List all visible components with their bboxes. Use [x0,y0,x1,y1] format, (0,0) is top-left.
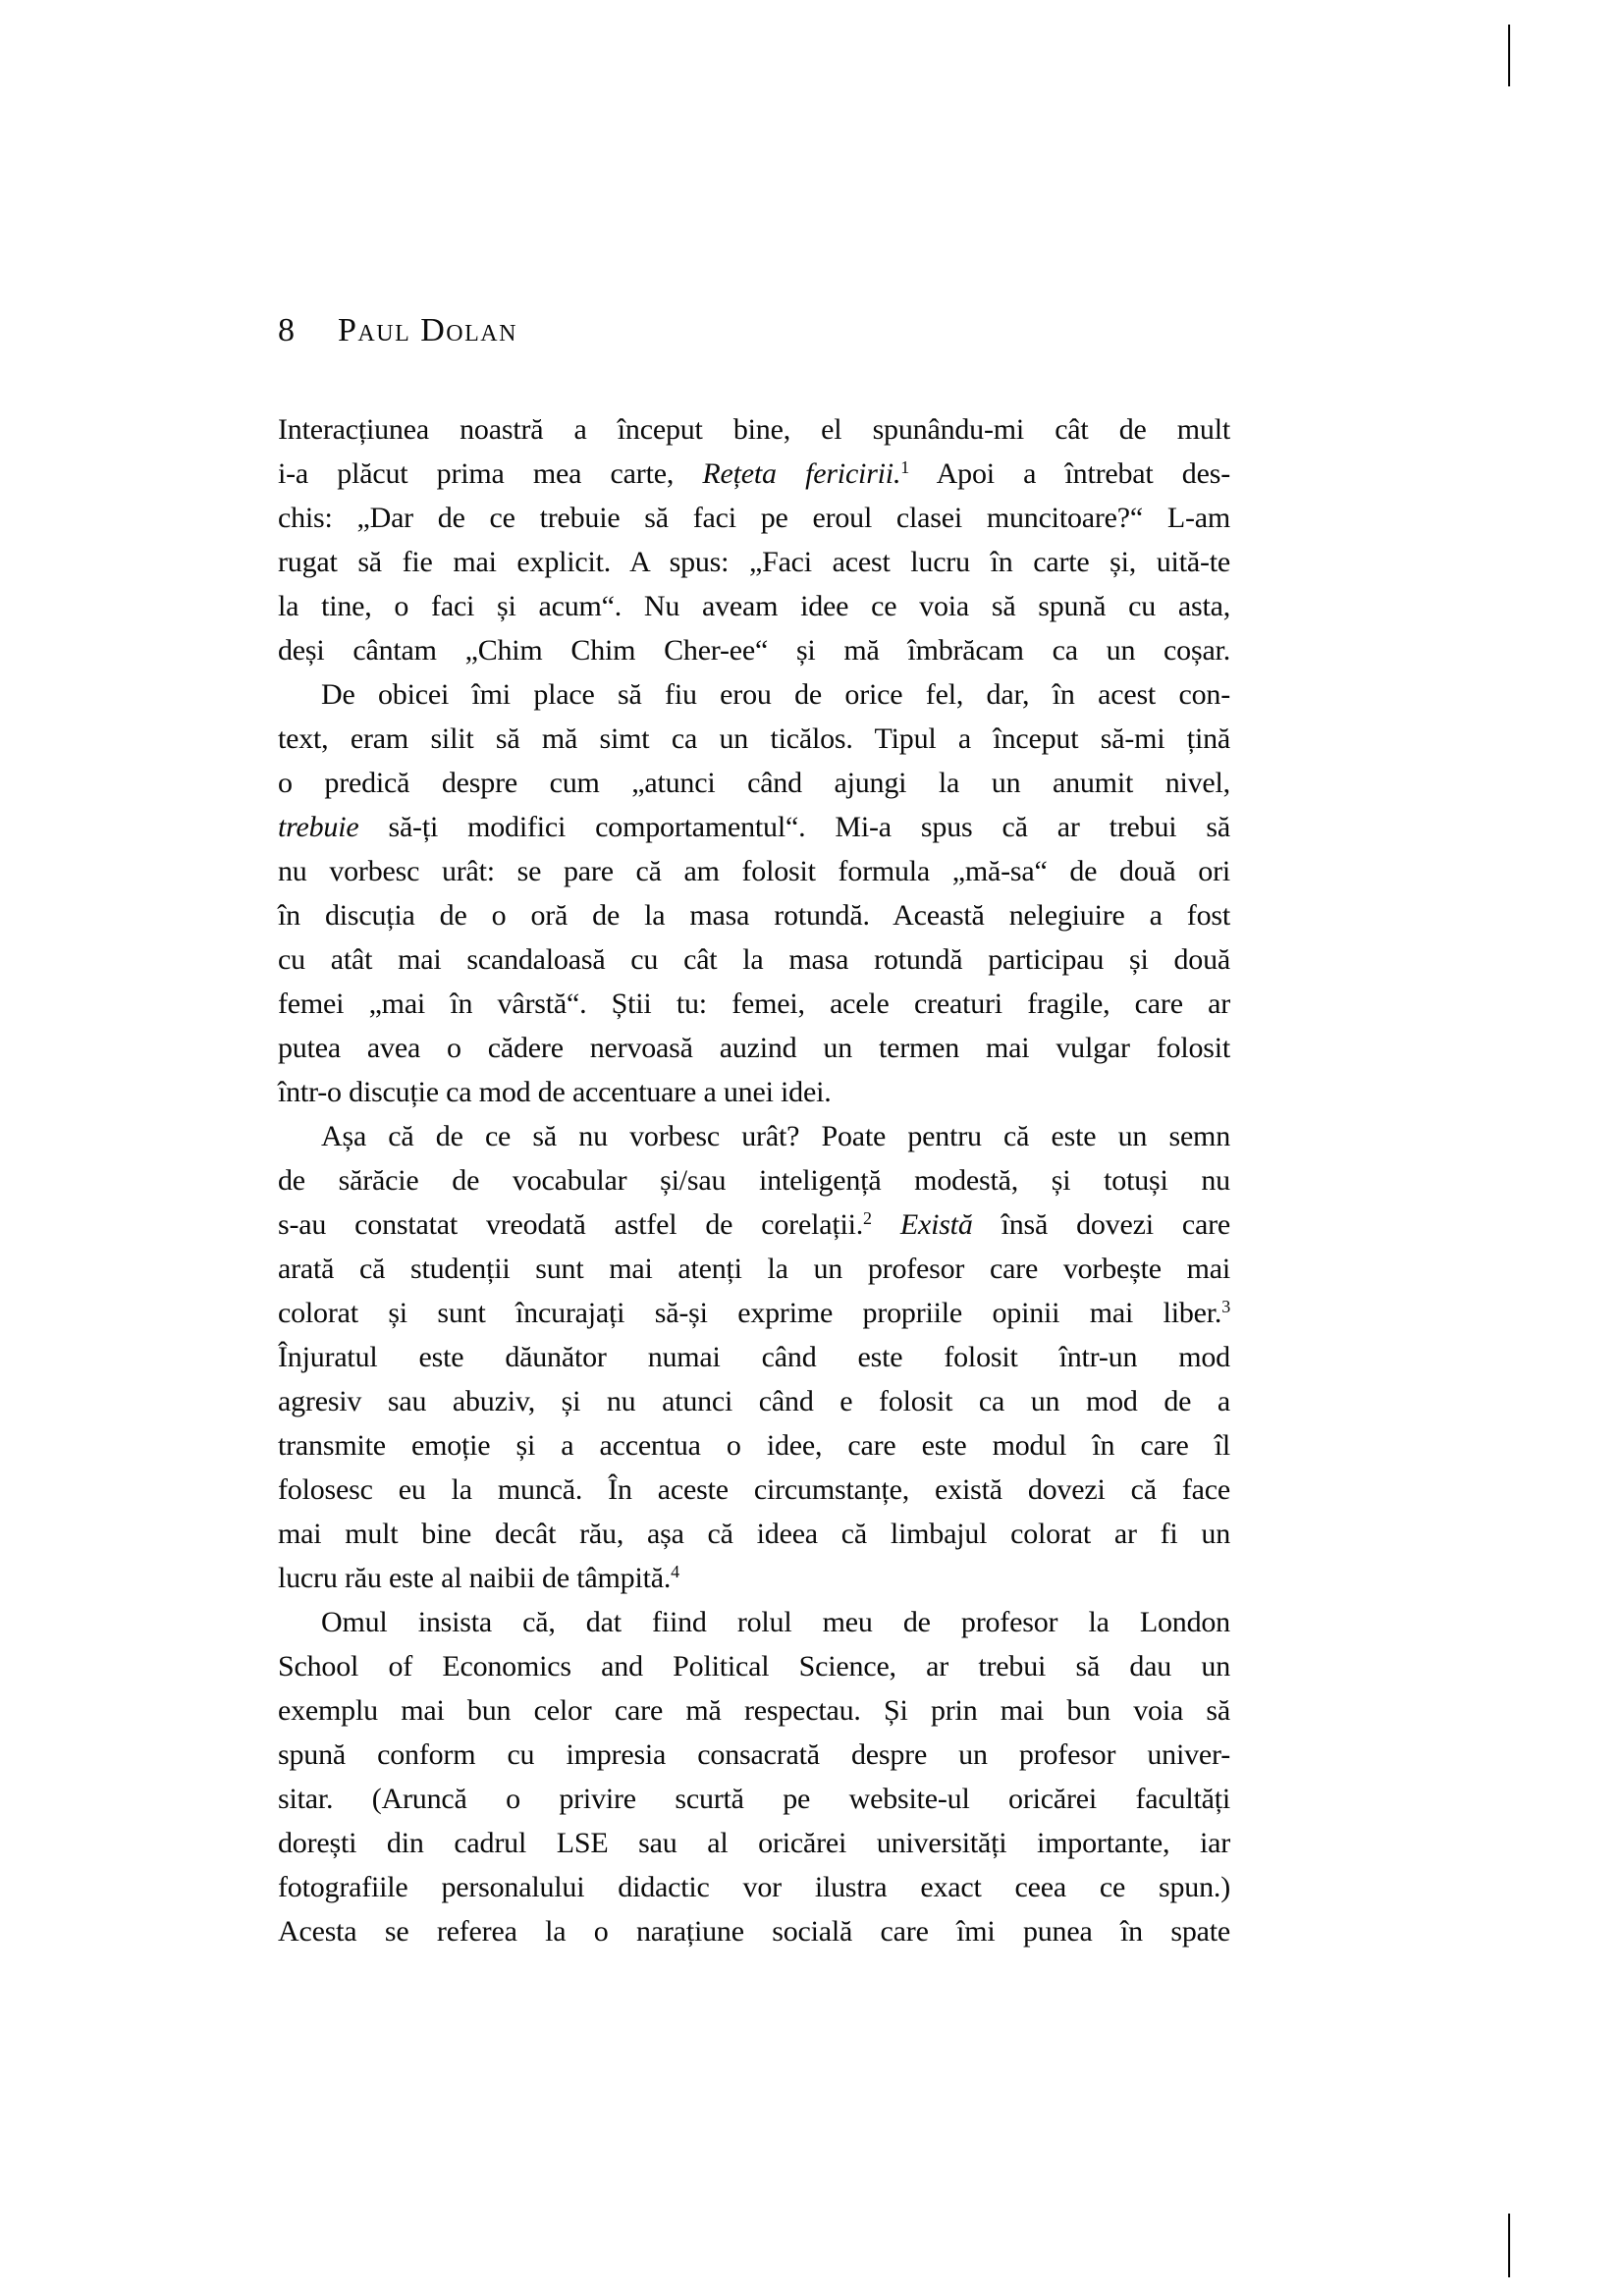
page-header [278,312,517,349]
text-segment: agresiv sau abuziv, și nu atunci când e folosit ca un mod de a [278,1385,1230,1417]
text-line [278,937,1230,982]
text-line [278,1909,1230,1953]
text-segment: s-au constatat vreodată astfel de corelații. [278,1208,864,1241]
text-segment: Înjuratul este dăunător numai când este folosit într-un mod [278,1341,1230,1373]
body-text [278,407,1230,1953]
text-line [278,540,1230,584]
text-segment: fotografiile personalului didactic vor ilustra exact ceea ce spun.) [278,1871,1230,1903]
text-segment: deși cântam „Chim Chim Cher-ee“ și mă îmbrăcam ca un coșar. [278,634,1230,667]
text-line [278,1688,1230,1733]
text-segment: De obicei îmi place să fiu erou de orice fel, dar, în acest con- [321,678,1230,711]
text-segment: Apoi a întrebat des- [909,457,1230,490]
text-line [278,761,1230,805]
text-line [278,1114,1230,1158]
footnote-marker: 1 [900,457,910,478]
text-line [278,849,1230,893]
text-segment: la tine, o faci și acum“. Nu aveam idee ce voia să spună cu asta, [278,590,1230,622]
text-line [278,717,1230,761]
text-line [278,452,1230,496]
text-line [278,1335,1230,1379]
text-line [278,982,1230,1026]
italic-segment: Rețeta fericirii. [702,457,901,490]
text-line [278,496,1230,540]
text-line [278,1777,1230,1821]
text-segment: Așa că de ce să nu vorbesc urât? Poate pentru că este un semn [321,1120,1230,1152]
text-segment: dorești din cadrul LSE sau al oricărei universități importante, iar [278,1827,1230,1859]
text-line [278,1202,1230,1247]
text-segment: colorat și sunt încurajați să-și exprime propriile opinii mai liber. [278,1297,1222,1329]
scan-mark-bottom [1508,2214,1510,2277]
text-segment: School of Economics and Political Science, ar trebui să dau un [278,1650,1230,1682]
text-segment: exemplu mai bun celor care mă respectau. Și prin mai bun voia să [278,1694,1230,1727]
text-segment: însă dovezi care [972,1208,1230,1241]
text-segment: text, eram silit să mă simt ca un ticălos. Tipul a început să-mi țină [278,722,1230,755]
text-segment [872,1208,900,1241]
text-line [278,1247,1230,1291]
text-line [278,1070,1230,1114]
text-segment: de sărăcie de vocabular și/sau inteligență modestă, și totuși nu [278,1164,1230,1197]
text-segment: nu vorbesc urât: se pare că am folosit formula „mă-sa“ de două ori [278,855,1230,887]
text-line [278,1865,1230,1909]
text-line [278,893,1230,937]
text-line [278,1821,1230,1865]
text-line [278,1468,1230,1512]
text-segment: arată că studenții sunt mai atenți la un profesor care vorbește mai [278,1253,1230,1285]
running-head: Paul Dolan [338,312,517,348]
footnote-marker: 4 [671,1562,679,1582]
text-segment: în discuția de o oră de la masa rotundă. Această nelegiuire a fost [278,899,1230,932]
text-line [278,628,1230,672]
footnote-marker: 2 [863,1208,872,1229]
text-segment: chis: „Dar de ce trebuie să faci pe eroul clasei muncitoare?“ L-am [278,502,1230,534]
text-segment: Omul insista că, dat fiind rolul meu de profesor la London [321,1606,1230,1638]
text-segment: rugat să fie mai explicit. A spus: „Faci acest lucru în carte și, uită-te [278,546,1230,578]
page-number: 8 [278,312,295,348]
text-segment: spună conform cu impresia consacrată despre un profesor univer- [278,1738,1230,1771]
text-line [278,1600,1230,1644]
text-line [278,1556,1230,1600]
text-segment: folosesc eu la muncă. În aceste circumstanțe, există dovezi că face [278,1473,1230,1506]
text-segment: putea avea o cădere nervoasă auzind un termen mai vulgar folosit [278,1032,1230,1064]
text-line [278,1423,1230,1468]
text-line [278,1158,1230,1202]
text-segment: i-a plăcut prima mea carte, [278,457,703,490]
scan-mark-top [1508,25,1510,86]
text-segment: cu atât mai scandaloasă cu cât la masa rotundă participau și două [278,943,1230,976]
text-line [278,1733,1230,1777]
text-segment: femei „mai în vârstă“. Știi tu: femei, acele creaturi fragile, care ar [278,988,1230,1020]
text-line [278,407,1230,452]
text-segment: transmite emoție și a accentua o idee, care este modul în care îl [278,1429,1230,1462]
text-line [278,1291,1230,1335]
footnote-marker: 3 [1221,1297,1230,1317]
text-line [278,672,1230,717]
text-line [278,1026,1230,1070]
text-segment: sitar. (Aruncă o privire scurtă pe website-ul oricărei facultăți [278,1783,1230,1815]
text-line [278,1512,1230,1556]
italic-segment: trebuie [278,811,359,843]
text-segment: o predică despre cum „atunci când ajungi la un anumit nivel, [278,767,1230,799]
text-segment: Acesta se referea la o narațiune socială care îmi punea în spate [278,1915,1230,1948]
text-segment: într-o discuție ca mod de accentuare a unei idei. [278,1076,832,1108]
text-line [278,805,1230,849]
text-segment: lucru rău este al naibii de tâmpită. [278,1562,672,1594]
text-line [278,584,1230,628]
text-segment: mai mult bine decât rău, așa că ideea că limbajul colorat ar fi un [278,1518,1230,1550]
text-line [278,1379,1230,1423]
text-segment: Interacțiunea noastră a început bine, el spunându-mi cât de mult [278,413,1230,446]
text-line [278,1644,1230,1688]
text-segment: să-ți modifici comportamentul“. Mi-a spus că ar trebui să [358,811,1230,843]
italic-segment: Există [899,1208,973,1241]
